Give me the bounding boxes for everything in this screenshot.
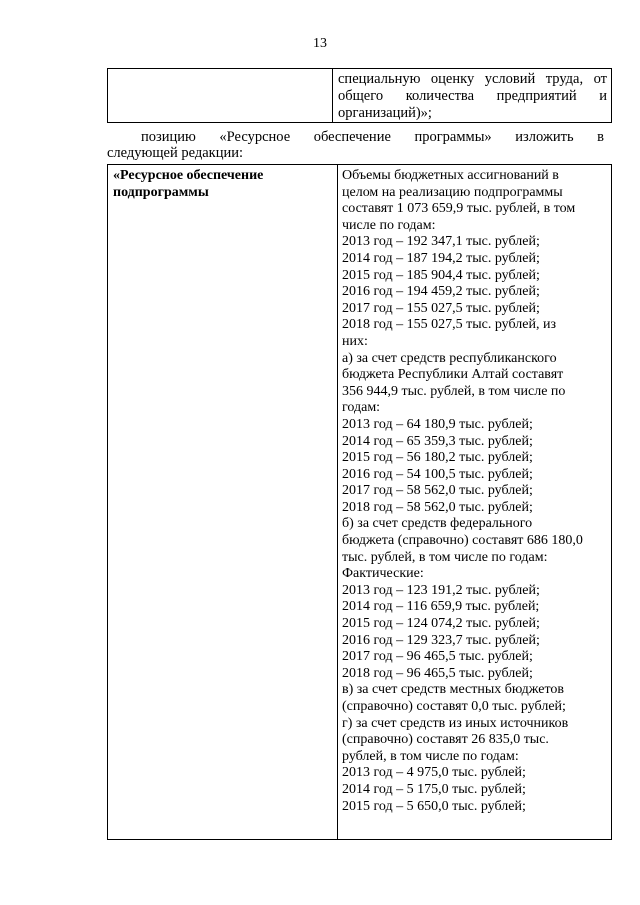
header-line: «Ресурсное обеспечение [113, 168, 264, 183]
body-line: (справочно) составят 0,0 тыс. рублей; [342, 699, 566, 714]
body-line: 2016 год – 54 100,5 тыс. рублей; [342, 466, 533, 482]
body-line: бюджета (справочно) составят 686 180,0 [342, 533, 583, 549]
body-line: тыс. рублей, в том числе по годам: [342, 549, 548, 565]
body-line: 2014 год – 5 175,0 тыс. рублей; [342, 781, 526, 797]
resource-table-header-cell [108, 165, 338, 840]
body-line: них: [342, 333, 368, 349]
body-line: г) за счет средств из иных источников [342, 715, 569, 731]
body-line: годам: [342, 400, 381, 416]
body-line: б) за счет средств федерального [342, 516, 533, 532]
header-line: подпрограммы [113, 184, 209, 200]
top-table-right-cell [333, 69, 612, 123]
body-line: 356 944,9 тыс. рублей, в том числе по [342, 383, 566, 399]
body-line: 2017 год – 96 465,5 тыс. рублей; [342, 649, 533, 665]
body-line: а) за счет средств республиканского [342, 350, 557, 366]
top-table [107, 68, 612, 123]
body-line: 2018 год – 58 562,0 тыс. рублей; [342, 499, 533, 515]
body-line: 2014 год – 65 359,3 тыс. рублей; [342, 433, 533, 449]
body-line: 2014 год – 187 194,2 тыс. рублей; [342, 250, 540, 266]
body-line: 2017 год – 155 027,5 тыс. рублей; [342, 300, 540, 316]
body-line: Фактические: [342, 566, 424, 582]
resource-table [107, 164, 612, 840]
body-line: числе по годам: [342, 217, 436, 233]
body-line: Объемы бюджетных ассигнований в [342, 168, 559, 183]
body-line: 2014 год – 116 659,9 тыс. рублей; [342, 599, 540, 615]
body-line: 2015 год – 5 650,0 тыс. рублей; [342, 798, 526, 814]
intro-line-1: позицию «Ресурсное обеспечение программы» изложить в [141, 129, 604, 145]
intro-line-2: следующей редакции: [107, 145, 244, 161]
page-number: 13 [313, 36, 327, 51]
body-line: бюджета Республики Алтай составят [342, 367, 564, 383]
body-line: 2016 год – 129 323,7 тыс. рублей; [342, 632, 540, 648]
body-line: 2018 год – 155 027,5 тыс. рублей, из [342, 317, 556, 333]
body-line: 2013 год – 64 180,9 тыс. рублей; [342, 416, 533, 432]
body-line: 2013 год – 192 347,1 тыс. рублей; [342, 234, 540, 250]
body-line: в) за счет средств местных бюджетов [342, 682, 565, 698]
body-line: 2016 год – 194 459,2 тыс. рублей; [342, 284, 540, 300]
top-table-line: специальную оценку условий труда, от [338, 71, 607, 87]
intro-paragraph [107, 129, 604, 161]
body-line: (справочно) составят 26 835,0 тыс. [342, 732, 549, 748]
top-table-line: организаций)»; [338, 105, 432, 121]
top-table-line: общего количества предприятий и [338, 88, 607, 104]
body-line: 2015 год – 56 180,2 тыс. рублей; [342, 450, 533, 466]
body-line: 2015 год – 124 074,2 тыс. рублей; [342, 616, 540, 632]
body-line: 2015 год – 185 904,4 тыс. рублей; [342, 267, 540, 283]
body-line: целом на реализацию подпрограммы [342, 184, 563, 200]
body-line: 2013 год – 4 975,0 тыс. рублей; [342, 765, 526, 781]
body-line: 2018 год – 96 465,5 тыс. рублей; [342, 665, 533, 681]
resource-table-body-cell [338, 165, 612, 840]
body-line: 2013 год – 123 191,2 тыс. рублей; [342, 582, 540, 598]
top-table-left-cell [108, 69, 333, 123]
body-line: составят 1 073 659,9 тыс. рублей, в том [342, 201, 576, 217]
body-line: 2017 год – 58 562,0 тыс. рублей; [342, 483, 533, 499]
body-line: рублей, в том числе по годам: [342, 748, 519, 764]
